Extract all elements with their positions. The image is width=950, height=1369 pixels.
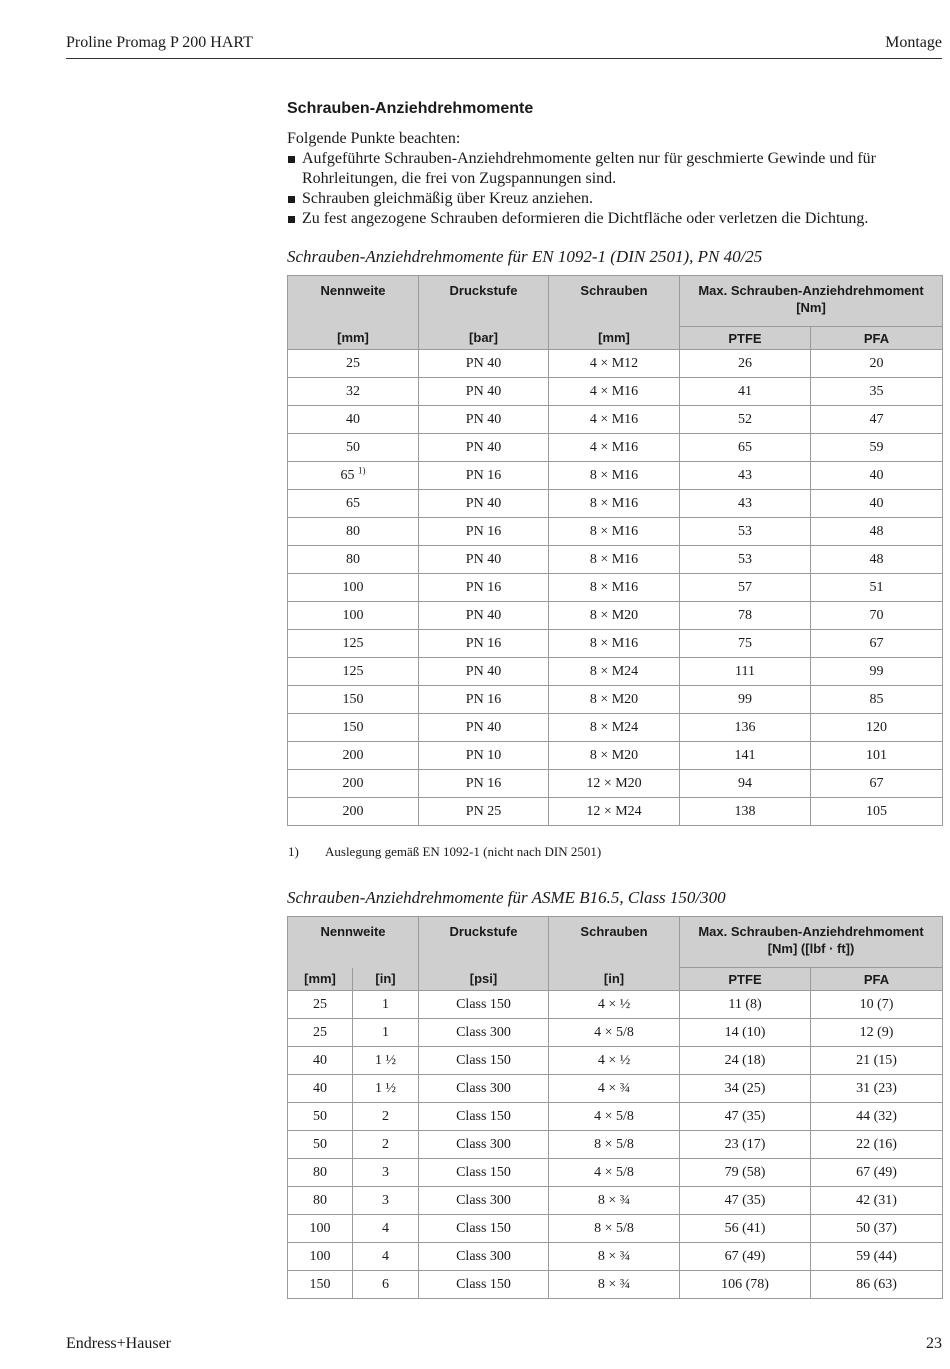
- table-cell: 8 × M16: [549, 630, 680, 658]
- table-cell: 4 × ½: [549, 991, 680, 1019]
- table2-caption: Schrauben-Anziehdrehmomente für ASME B16.5, Class 150/300: [287, 888, 726, 907]
- footnote-text: Auslegung gemäß EN 1092-1 (nicht nach DIN 2501): [325, 844, 602, 859]
- table-cell: Class 150: [419, 1271, 549, 1299]
- asme-torque-table: [287, 916, 943, 1299]
- table-cell: 2: [353, 1103, 419, 1131]
- table-row: [288, 742, 943, 770]
- table-row: [288, 1215, 943, 1243]
- table-cell: 141: [680, 742, 811, 770]
- table-row: [288, 1243, 943, 1271]
- unit-header: [mm]: [288, 968, 353, 991]
- table-cell: PN 16: [419, 686, 549, 714]
- table-cell: 25: [288, 1019, 353, 1047]
- table-cell: 35: [811, 378, 943, 406]
- en1092-torque-table: [287, 275, 943, 826]
- document-title: Proline Promag P 200 HART: [66, 34, 253, 51]
- section-title: Schrauben-Anziehdrehmomente: [287, 100, 534, 117]
- table-cell: Class 300: [419, 1243, 549, 1271]
- table-cell: 200: [288, 742, 419, 770]
- table-cell: PN 40: [419, 434, 549, 462]
- table-cell: PN 40: [419, 350, 549, 378]
- table-cell: 2: [353, 1131, 419, 1159]
- table-row: [288, 798, 943, 826]
- table2-body: [288, 991, 943, 1299]
- table-cell: 57: [680, 574, 811, 602]
- table-cell: PN 25: [419, 798, 549, 826]
- table-cell: 1: [353, 991, 419, 1019]
- unit-header: [in]: [549, 968, 680, 991]
- table-cell: 53: [680, 546, 811, 574]
- column-header: Schrauben: [549, 276, 680, 327]
- table-cell: 8 × M16: [549, 490, 680, 518]
- table-cell: 25: [288, 350, 419, 378]
- table-cell: 4 × ¾: [549, 1075, 680, 1103]
- table-cell: 40: [288, 406, 419, 434]
- table-cell: 125: [288, 630, 419, 658]
- table-cell: 21 (15): [811, 1047, 943, 1075]
- list-item-text: Aufgeführte Schrauben-Anziehdrehmomente gelten nur für geschmierte Gewinde und für Rohrleitungen, die frei von Zugspannungen sind.: [302, 150, 877, 187]
- table-row: [288, 1187, 943, 1215]
- table-cell: 50: [288, 1103, 353, 1131]
- table-row: [288, 770, 943, 798]
- table-row: [288, 658, 943, 686]
- list-item: [287, 189, 942, 209]
- table-cell: 1: [353, 1019, 419, 1047]
- square-bullet-icon: [288, 216, 295, 223]
- company-name: Endress+Hauser: [66, 1335, 171, 1352]
- table-cell: 40: [811, 490, 943, 518]
- table-cell: 11 (8): [680, 991, 811, 1019]
- table-cell: 67 (49): [680, 1243, 811, 1271]
- unit-header: PTFE: [680, 968, 811, 991]
- table-row: [288, 991, 943, 1019]
- column-header: Nennweite: [288, 276, 419, 327]
- table-cell: 3: [353, 1187, 419, 1215]
- table-cell: 67 (49): [811, 1159, 943, 1187]
- main-content: [287, 100, 942, 1299]
- table-cell: 40: [288, 1047, 353, 1075]
- table-cell: 1 ½: [353, 1075, 419, 1103]
- table-cell: Class 300: [419, 1131, 549, 1159]
- table-cell: 50: [288, 434, 419, 462]
- table-cell: 65: [680, 434, 811, 462]
- table-cell: 8 × 5/8: [549, 1131, 680, 1159]
- unit-header: [psi]: [419, 968, 549, 991]
- table-cell: 47 (35): [680, 1187, 811, 1215]
- table-row: [288, 1047, 943, 1075]
- table-cell: 41: [680, 378, 811, 406]
- column-header: Druckstufe: [419, 276, 549, 327]
- table-cell: 99: [811, 658, 943, 686]
- page-number: 23: [926, 1335, 942, 1352]
- table-cell: PN 40: [419, 602, 549, 630]
- table-row: [288, 714, 943, 742]
- table-cell: Class 150: [419, 1103, 549, 1131]
- table1-body: [288, 350, 943, 826]
- table-row: [288, 1103, 943, 1131]
- table-cell: PN 16: [419, 770, 549, 798]
- table-row: [288, 1159, 943, 1187]
- table-cell: 125: [288, 658, 419, 686]
- table-cell: 4 × M12: [549, 350, 680, 378]
- table-row: [288, 574, 943, 602]
- table-cell: 52: [680, 406, 811, 434]
- table-cell: 67: [811, 770, 943, 798]
- unit-header: [in]: [353, 968, 419, 991]
- table-cell: 8 × M20: [549, 686, 680, 714]
- table-cell: 31 (23): [811, 1075, 943, 1103]
- table-cell: 48: [811, 518, 943, 546]
- table-cell: 8 × M24: [549, 714, 680, 742]
- table-cell: 101: [811, 742, 943, 770]
- square-bullet-icon: [288, 156, 295, 163]
- unit-header: PFA: [811, 968, 943, 991]
- table-cell: 8 × M24: [549, 658, 680, 686]
- list-item: [287, 149, 942, 189]
- table-cell: 4 × ½: [549, 1047, 680, 1075]
- table-cell: 65: [288, 490, 419, 518]
- footnote-ref: 1): [358, 464, 366, 475]
- table-cell: 10 (7): [811, 991, 943, 1019]
- table-cell: 94: [680, 770, 811, 798]
- table-cell: PN 40: [419, 378, 549, 406]
- table-cell: 34 (25): [680, 1075, 811, 1103]
- table-cell: 12 × M20: [549, 770, 680, 798]
- table-cell: 100: [288, 574, 419, 602]
- unit-header: [mm]: [549, 327, 680, 350]
- table-cell: 75: [680, 630, 811, 658]
- table-cell: PN 16: [419, 518, 549, 546]
- table-cell: 48: [811, 546, 943, 574]
- table-cell: Class 300: [419, 1075, 549, 1103]
- table-cell: 67: [811, 630, 943, 658]
- table-cell: 8 × M20: [549, 742, 680, 770]
- table-cell: 1 ½: [353, 1047, 419, 1075]
- table-row: [288, 1131, 943, 1159]
- table-cell: 8 × M16: [549, 574, 680, 602]
- table-row: [288, 434, 943, 462]
- table-cell: 4 × M16: [549, 434, 680, 462]
- table-cell: 25: [288, 991, 353, 1019]
- table-cell: 51: [811, 574, 943, 602]
- table-cell: 8 × M16: [549, 462, 680, 490]
- table-cell: 26: [680, 350, 811, 378]
- table-cell: 12 (9): [811, 1019, 943, 1047]
- table-cell: 4: [353, 1215, 419, 1243]
- table-cell: PN 40: [419, 490, 549, 518]
- table-cell: 150: [288, 686, 419, 714]
- table-row: [288, 546, 943, 574]
- column-header: Max. Schrauben-Anziehdrehmoment [Nm] ([lbf · ft]): [680, 917, 943, 968]
- table-cell: 56 (41): [680, 1215, 811, 1243]
- table-cell: 43: [680, 490, 811, 518]
- table-cell: 120: [811, 714, 943, 742]
- table-cell: 8 × M20: [549, 602, 680, 630]
- table-cell: 20: [811, 350, 943, 378]
- table-cell: 100: [288, 602, 419, 630]
- table-cell: 44 (32): [811, 1103, 943, 1131]
- unit-header: [mm]: [288, 327, 419, 350]
- column-header: Max. Schrauben-Anziehdrehmoment [Nm]: [680, 276, 943, 327]
- column-header: Schrauben: [549, 917, 680, 968]
- table-cell: 100: [288, 1243, 353, 1271]
- table-cell: PN 40: [419, 658, 549, 686]
- table-cell: PN 40: [419, 546, 549, 574]
- unit-header: PFA: [811, 327, 943, 350]
- table-cell: 200: [288, 798, 419, 826]
- table-cell: 200: [288, 770, 419, 798]
- table1-caption: Schrauben-Anziehdrehmomente für EN 1092-1 (DIN 2501), PN 40/25: [287, 247, 763, 266]
- table-row: [288, 1019, 943, 1047]
- table-cell: 4 × 5/8: [549, 1103, 680, 1131]
- list-item-text: Schrauben gleichmäßig über Kreuz anziehen.: [302, 190, 593, 207]
- table-cell: PN 40: [419, 714, 549, 742]
- table-cell: 100: [288, 1215, 353, 1243]
- table-cell: 136: [680, 714, 811, 742]
- table-cell: 8 × M16: [549, 546, 680, 574]
- table-cell: 78: [680, 602, 811, 630]
- footnote: [287, 844, 942, 864]
- table-cell: 65 $^{1)}$: [288, 462, 419, 490]
- table-cell: 59 (44): [811, 1243, 943, 1271]
- table-cell: 4 × 5/8: [549, 1159, 680, 1187]
- table-cell: 150: [288, 714, 419, 742]
- table-cell: 8 × ¾: [549, 1187, 680, 1215]
- table-row: [288, 1075, 943, 1103]
- page-header: [66, 34, 942, 59]
- table-cell: Class 150: [419, 991, 549, 1019]
- table-cell: Class 150: [419, 1215, 549, 1243]
- table-cell: 3: [353, 1159, 419, 1187]
- table-row: [288, 406, 943, 434]
- table-row: [288, 630, 943, 658]
- table-cell: 40: [288, 1075, 353, 1103]
- column-header: Nennweite: [288, 917, 419, 968]
- table-cell: PN 40: [419, 406, 549, 434]
- table-cell: 43: [680, 462, 811, 490]
- table-cell: 4 × M16: [549, 406, 680, 434]
- table-cell: 106 (78): [680, 1271, 811, 1299]
- table-cell: 80: [288, 546, 419, 574]
- table-cell: 24 (18): [680, 1047, 811, 1075]
- table-cell: 59: [811, 434, 943, 462]
- table-cell: Class 300: [419, 1187, 549, 1215]
- table-cell: 4 × 5/8: [549, 1019, 680, 1047]
- table-cell: 42 (31): [811, 1187, 943, 1215]
- table-cell: 80: [288, 1159, 353, 1187]
- table-cell: 79 (58): [680, 1159, 811, 1187]
- footnote-mark: 1): [288, 844, 299, 859]
- table-row: [288, 686, 943, 714]
- chapter-title: Montage: [885, 34, 942, 51]
- table-cell: 14 (10): [680, 1019, 811, 1047]
- square-bullet-icon: [288, 196, 295, 203]
- table-cell: 53: [680, 518, 811, 546]
- table-cell: Class 300: [419, 1019, 549, 1047]
- table-cell: 8 × ¾: [549, 1271, 680, 1299]
- table-cell: 111: [680, 658, 811, 686]
- table-cell: PN 16: [419, 462, 549, 490]
- unit-header: PTFE: [680, 327, 811, 350]
- table-cell: 85: [811, 686, 943, 714]
- table-cell: 47 (35): [680, 1103, 811, 1131]
- intro-text: Folgende Punkte beachten:: [287, 130, 461, 147]
- column-header: Druckstufe: [419, 917, 549, 968]
- table-cell: 80: [288, 1187, 353, 1215]
- table-cell: 50 (37): [811, 1215, 943, 1243]
- list-item-text: Zu fest angezogene Schrauben deformieren die Dichtfläche oder verletzen die Dichtung.: [302, 210, 869, 227]
- table-row: [288, 378, 943, 406]
- table-row: [288, 602, 943, 630]
- table-cell: 138: [680, 798, 811, 826]
- table-cell: 6: [353, 1271, 419, 1299]
- table-cell: 22 (16): [811, 1131, 943, 1159]
- table-cell: 23 (17): [680, 1131, 811, 1159]
- list-item: [287, 209, 942, 229]
- table-cell: 150: [288, 1271, 353, 1299]
- unit-header: [bar]: [419, 327, 549, 350]
- table-cell: 47: [811, 406, 943, 434]
- table-cell: 40: [811, 462, 943, 490]
- table-cell: 50: [288, 1131, 353, 1159]
- table-cell: 8 × M16: [549, 518, 680, 546]
- table-cell: 8 × 5/8: [549, 1215, 680, 1243]
- table-cell: 86 (63): [811, 1271, 943, 1299]
- table-row: [288, 518, 943, 546]
- table-cell: PN 16: [419, 574, 549, 602]
- table-cell: PN 16: [419, 630, 549, 658]
- table-row: [288, 490, 943, 518]
- table-cell: Class 150: [419, 1159, 549, 1187]
- table-cell: 8 × ¾: [549, 1243, 680, 1271]
- table-cell: 80: [288, 518, 419, 546]
- table-cell: 105: [811, 798, 943, 826]
- table-cell: 32: [288, 378, 419, 406]
- table-row: [288, 462, 943, 490]
- table-row: [288, 350, 943, 378]
- notes-list: [287, 149, 942, 229]
- table-cell: 12 × M24: [549, 798, 680, 826]
- table-row: [288, 1271, 943, 1299]
- table-cell: 4 × M16: [549, 378, 680, 406]
- table-cell: PN 10: [419, 742, 549, 770]
- table-cell: 4: [353, 1243, 419, 1271]
- table-cell: 70: [811, 602, 943, 630]
- table-cell: 99: [680, 686, 811, 714]
- table-cell: Class 150: [419, 1047, 549, 1075]
